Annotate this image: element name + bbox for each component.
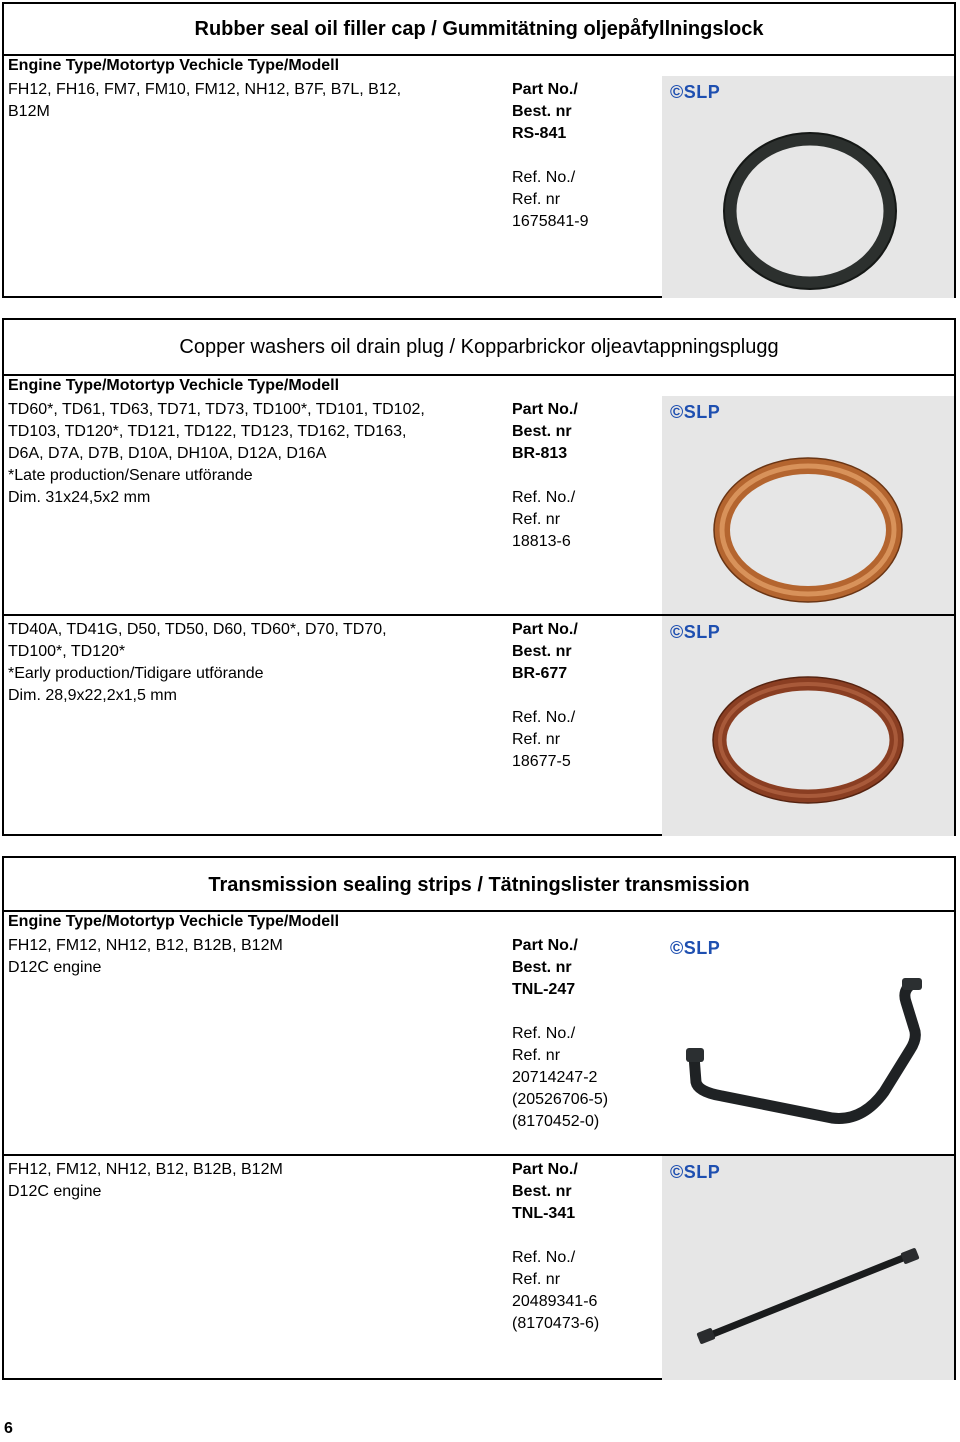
part-no-label: Part No./: [512, 81, 578, 98]
copper-washer-flat-image: [662, 616, 954, 836]
section-sealing-strips: [2, 856, 956, 1380]
column-header: Engine Type/Motortyp Vechicle Type/Modell: [8, 377, 340, 394]
best-nr-label: Best. nr: [512, 103, 572, 120]
best-nr-label: Best. nr: [512, 1183, 572, 1200]
part-no-label: Part No./: [512, 937, 578, 954]
title-divider: [4, 910, 954, 912]
vehicle-line: TD40A, TD41G, D50, TD50, D60, TD60*, D70, TD70,: [8, 621, 387, 638]
part-number: BR-813: [512, 445, 568, 462]
vehicle-list: [8, 79, 488, 123]
ref-nr-label: Ref. nr: [512, 511, 561, 528]
ref-nr-label: Ref. nr: [512, 1271, 561, 1288]
curved-sealing-strip-image: [662, 932, 954, 1156]
product-photo: [662, 1156, 954, 1380]
ref-number: 1675841-9: [512, 213, 589, 230]
product-row: [4, 614, 954, 836]
column-header: Engine Type/Motortyp Vechicle Type/Modell: [8, 913, 340, 930]
ref-number: (8170473-6): [512, 1315, 600, 1332]
ref-nr-label: Ref. nr: [512, 731, 561, 748]
copper-washer-image: [662, 396, 954, 616]
part-number: RS-841: [512, 125, 567, 142]
column-header: Engine Type/Motortyp Vechicle Type/Modell: [8, 57, 340, 74]
vehicle-line: D12C engine: [8, 1183, 102, 1200]
product-row: [4, 76, 954, 298]
product-row: [4, 932, 954, 1156]
vehicle-line: FH12, FM12, NH12, B12, B12B, B12M: [8, 1161, 283, 1178]
vehicle-line: TD103, TD120*, TD121, TD122, TD123, TD162, TD163,: [8, 423, 407, 440]
ref-no-label: Ref. No./: [512, 489, 576, 506]
vehicle-line: TD60*, TD61, TD63, TD71, TD73, TD100*, TD101, TD102,: [8, 401, 425, 418]
vehicle-line: B12M: [8, 103, 50, 120]
slp-logo: ©SLP: [670, 622, 721, 642]
ref-number: 20714247-2: [512, 1069, 598, 1086]
product-photo: [662, 616, 954, 836]
vehicle-list: [8, 399, 488, 509]
slp-logo: ©SLP: [670, 938, 721, 958]
vehicle-list: [8, 619, 488, 707]
best-nr-label: Best. nr: [512, 959, 572, 976]
best-nr-label: Best. nr: [512, 423, 572, 440]
vehicle-line: *Late production/Senare utförande: [8, 467, 253, 484]
section-rubber-seal: [2, 2, 956, 298]
vehicle-list: [8, 1159, 488, 1203]
part-info: [512, 79, 662, 233]
ref-number: (20526706-5): [512, 1091, 609, 1108]
product-photo: [662, 932, 954, 1156]
part-info: [512, 935, 662, 1133]
slp-logo: ©SLP: [670, 402, 721, 422]
product-photo: [662, 76, 954, 298]
rubber-seal-ring-image: [662, 76, 954, 298]
ref-nr-label: Ref. nr: [512, 1047, 561, 1064]
vehicle-line: D12C engine: [8, 959, 102, 976]
vehicle-list: [8, 935, 488, 979]
slp-logo: ©SLP: [670, 82, 721, 102]
ref-number: 18677-5: [512, 753, 571, 770]
part-no-label: Part No./: [512, 621, 578, 638]
ref-no-label: Ref. No./: [512, 1249, 576, 1266]
product-photo: [662, 396, 954, 616]
ref-number: 18813-6: [512, 533, 571, 550]
straight-sealing-strip-image: [662, 1156, 954, 1380]
part-info: [512, 1159, 662, 1335]
part-info: [512, 619, 662, 773]
part-number: TNL-341: [512, 1205, 576, 1222]
part-number: TNL-247: [512, 981, 576, 998]
section-copper-washers: [2, 318, 956, 836]
section-title: Copper washers oil drain plug / Kopparbrickor oljeavtappningsplugg: [179, 336, 779, 358]
part-number: BR-677: [512, 665, 568, 682]
part-no-label: Part No./: [512, 401, 578, 418]
vehicle-line: Dim. 28,9x22,2x1,5 mm: [8, 687, 177, 704]
ref-no-label: Ref. No./: [512, 169, 576, 186]
part-no-label: Part No./: [512, 1161, 578, 1178]
ref-no-label: Ref. No./: [512, 709, 576, 726]
product-row: [4, 1154, 954, 1380]
part-info: [512, 399, 662, 553]
ref-nr-label: Ref. nr: [512, 191, 561, 208]
title-divider: [4, 54, 954, 56]
ref-no-label: Ref. No./: [512, 1025, 576, 1042]
ref-number: 20489341-6: [512, 1293, 598, 1310]
ref-number: (8170452-0): [512, 1113, 600, 1130]
vehicle-line: FH12, FH16, FM7, FM10, FM12, NH12, B7F, B7L, B12,: [8, 81, 402, 98]
product-row: [4, 396, 954, 616]
section-title: Transmission sealing strips / Tätningslister transmission: [208, 874, 750, 896]
vehicle-line: D6A, D7A, D7B, D10A, DH10A, D12A, D16A: [8, 445, 327, 462]
vehicle-line: Dim. 31x24,5x2 mm: [8, 489, 151, 506]
vehicle-line: *Early production/Tidigare utförande: [8, 665, 264, 682]
title-divider: [4, 374, 954, 376]
slp-logo: ©SLP: [670, 1162, 721, 1182]
vehicle-line: FH12, FM12, NH12, B12, B12B, B12M: [8, 937, 283, 954]
page-number: 6: [4, 1420, 13, 1437]
best-nr-label: Best. nr: [512, 643, 572, 660]
section-title: Rubber seal oil filler cap / Gummitätning oljepåfyllningslock: [194, 18, 764, 40]
vehicle-line: TD100*, TD120*: [8, 643, 126, 660]
